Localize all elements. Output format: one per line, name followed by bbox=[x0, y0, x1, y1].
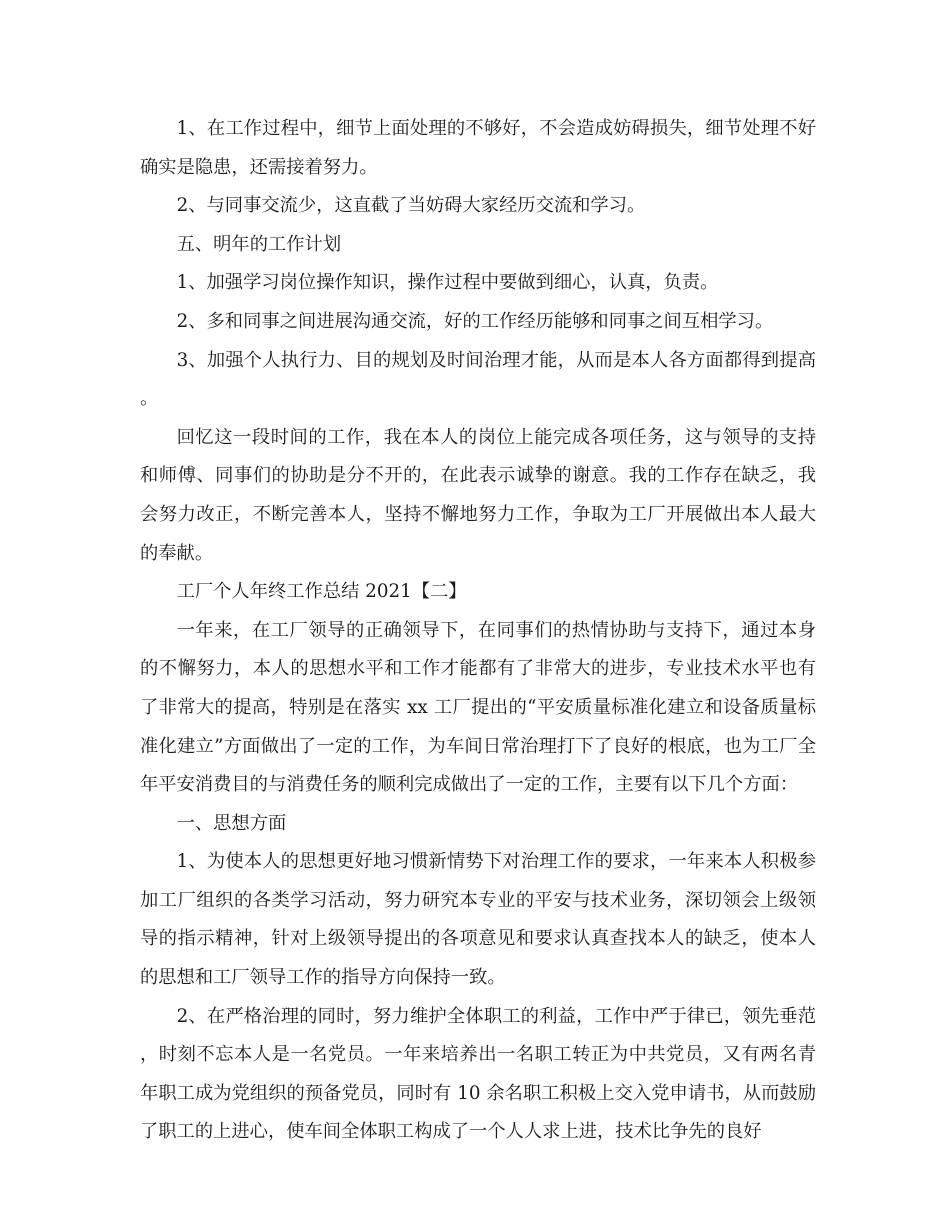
paragraph-shortcoming-2: 2、与同事交流少，这直截了当妨碍大家经历交流和学习。 bbox=[176, 195, 646, 217]
paragraph-shortcoming-1: 1、在工作过程中，细节上面处理的不够好，不会造成妨碍损失，细节处理不好确实是隐患，还需接着努力。 bbox=[140, 118, 816, 178]
paragraph-plan-2: 2、多和同事之间进展沟通交流，好的工作经历能够和同事之间互相学习。 bbox=[176, 310, 774, 332]
paragraph-review: 回忆这一段时间的工作，我在本人的岗位上能完成各项任务，这与领导的支持和师傅、同事们的协助是分不开的，在此表示诚挚的谢意。我的工作存在缺乏，我会努力改正，不断完善本人，坚持不懈地努力工作，争取为工厂开展做出本人最大的奉献。 bbox=[140, 426, 816, 564]
paragraph-plan-3: 3、加强个人执行力、目的规划及时间治理才能，从而是本人各方面都得到提高。 bbox=[140, 349, 816, 410]
heading-thinking: 一、思想方面 bbox=[176, 812, 287, 834]
paragraph-intro: 一年来，在工厂领导的正确领导下，在同事们的热情协助与支持下，通过本身的不懈努力，本人的思想水平和工作才能都有了非常大的进步，专业技术水平也有了非常大的提高，特别是在落实 xx 工厂提出的“平安质量标准化建立和设备质量标准化建立”方面做出了一定的工作，为车间日常治理打下了良好的根底，也为工厂全年平安消费目的与消费任务的顺利完成做出了一定的工作，主要有以下几个方面： bbox=[140, 619, 816, 796]
section-title-summary-2: 工厂个人年终工作总结 2021【二】 bbox=[176, 581, 467, 603]
paragraph-plan-1: 1、加强学习岗位操作知识，操作过程中要做到细心，认真，负责。 bbox=[176, 272, 719, 294]
paragraph-thinking-2: 2、在严格治理的同时，努力维护全体职工的利益，工作中严于律已，领先垂范，时刻不忘本人是一名党员。一年来培养出一名职工转正为中共党员，又有两名青年职工成为党组织的预备党员，同时有 10 余名职工积极上交入党申请书，从而鼓励了职工的上进心，使车间全体职工构成了一个人人求上进，技术比争先的良好 bbox=[140, 1005, 816, 1143]
document-body bbox=[140, 110, 816, 1152]
paragraph-thinking-1: 1、为使本人的思想更好地习惯新情势下对治理工作的要求，一年来本人积极参加工厂组织的各类学习活动，努力研究本专业的平安与技术业务，深切领会上级领导的指示精神，针对上级领导提出的各项意见和要求认真查找本人的缺乏，使本人的思想和工厂领导工作的指导方向保持一致。 bbox=[140, 851, 816, 989]
heading-next-year-plan: 五、明年的工作计划 bbox=[176, 233, 342, 255]
